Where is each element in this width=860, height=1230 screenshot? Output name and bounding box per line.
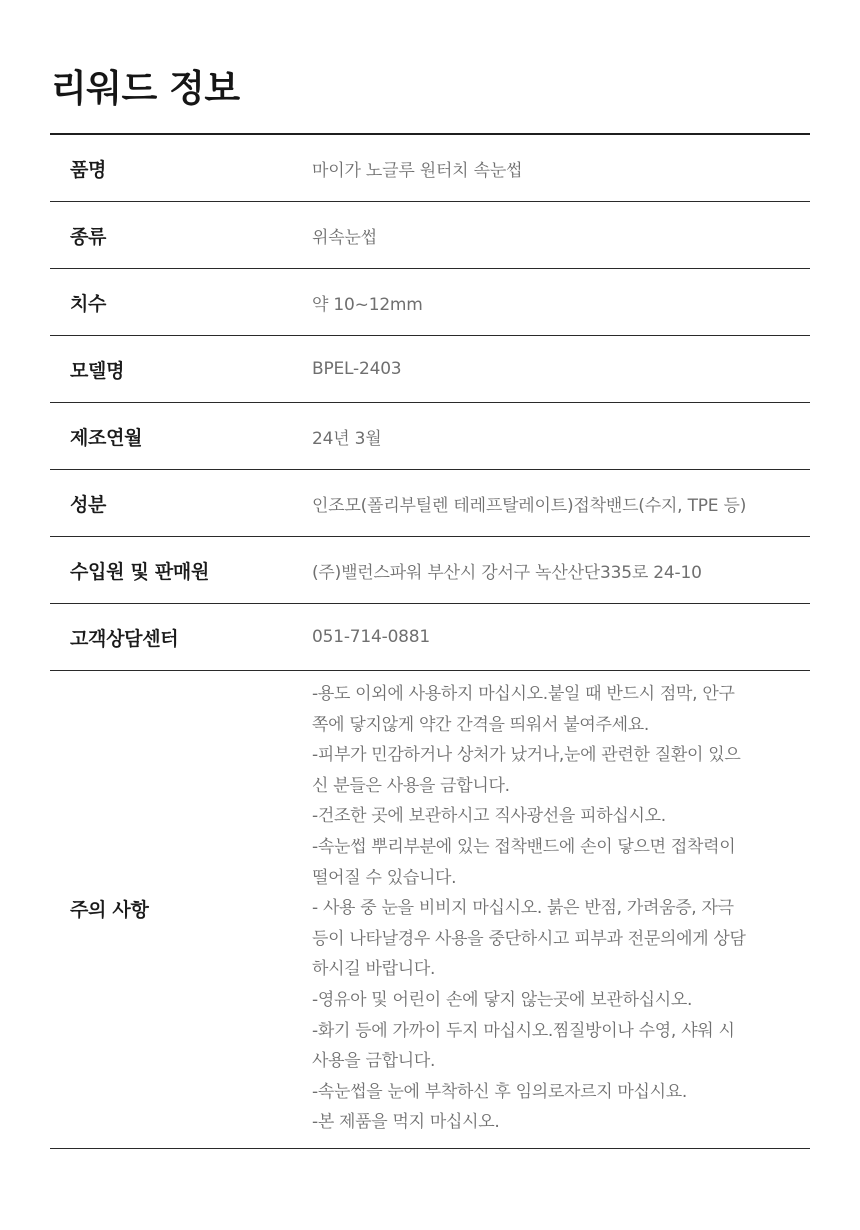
row-label: 주의 사항 <box>70 898 149 921</box>
caution-line: -화기 등에 가까이 두지 마십시오.찜질방이나 수영, 샤워 시 <box>312 1020 735 1041</box>
table-row-customer-center <box>50 604 810 671</box>
row-value: (주)밸런스파워 부산시 강서구 녹산산단335로 24-10 <box>312 562 702 583</box>
caution-line: -본 제품을 먹지 마십시오. <box>312 1112 500 1133</box>
caution-line: 사용을 금합니다. <box>312 1051 436 1072</box>
caution-line: -영유아 및 어린이 손에 닿지 않는곳에 보관하십시오. <box>312 989 693 1010</box>
caution-line: -속눈썹을 눈에 부착하신 후 임의로자르지 마십시요. <box>312 1081 688 1102</box>
row-label: 제조연월 <box>70 426 143 449</box>
caution-line: -속눈썹 뿌리부분에 있는 접착밴드에 손이 닿으면 접착력이 <box>312 836 736 857</box>
table-row-manufacture-date <box>50 403 810 470</box>
table-row-caution <box>50 671 810 1149</box>
table-row-model <box>50 336 810 403</box>
reward-info-table <box>50 133 810 1149</box>
row-value: 24년 3월 <box>312 428 382 449</box>
caution-line: 떨어질 수 있습니다. <box>312 867 457 888</box>
caution-line: 쪽에 닿지않게 약간 간격을 띄워서 붙여주세요. <box>312 714 649 735</box>
row-label: 수입원 및 판매원 <box>70 560 210 583</box>
row-value: BPEL-2403 <box>312 359 402 379</box>
caution-line: -용도 이외에 사용하지 마십시오.붙일 때 반드시 점막, 안구 <box>312 684 735 704</box>
caution-line: 등이 나타날경우 사용을 중단하시고 피부과 전문의에게 상담 <box>312 928 746 949</box>
caution-line: 하시길 바랍니다. <box>312 959 436 980</box>
table-row-product-name <box>50 135 810 202</box>
table-row-ingredients <box>50 470 810 537</box>
row-value: 위속눈썹 <box>312 227 377 248</box>
table-row-size <box>50 269 810 336</box>
caution-line: - 사용 중 눈을 비비지 마십시오. 붉은 반점, 가려움증, 자극 <box>312 898 734 919</box>
row-value: 마이가 노글루 원터치 속눈썹 <box>312 160 523 181</box>
page-title: 리워드 정보 <box>51 67 240 110</box>
row-label: 품명 <box>70 158 107 181</box>
row-label: 성분 <box>70 493 107 516</box>
row-value: 약 10~12mm <box>312 294 423 315</box>
caution-notes <box>312 679 810 1138</box>
row-value: 051-714-0881 <box>312 627 431 647</box>
caution-line: -피부가 민감하거나 상처가 났거나,눈에 관련한 질환이 있으 <box>312 745 741 766</box>
row-label: 종류 <box>70 225 107 248</box>
row-label: 고객상담센터 <box>70 627 179 650</box>
caution-line: -건조한 곳에 보관하시고 직사광선을 피하십시오. <box>312 806 666 827</box>
caution-line: 신 분들은 사용을 금합니다. <box>312 775 510 796</box>
table-row-importer-seller <box>50 537 810 604</box>
row-label: 모델명 <box>70 359 125 382</box>
row-label: 치수 <box>70 292 107 315</box>
table-row-type <box>50 202 810 269</box>
row-value: 인조모(폴리부틸렌 테레프탈레이트)접착밴드(수지, TPE 등) <box>312 495 747 516</box>
